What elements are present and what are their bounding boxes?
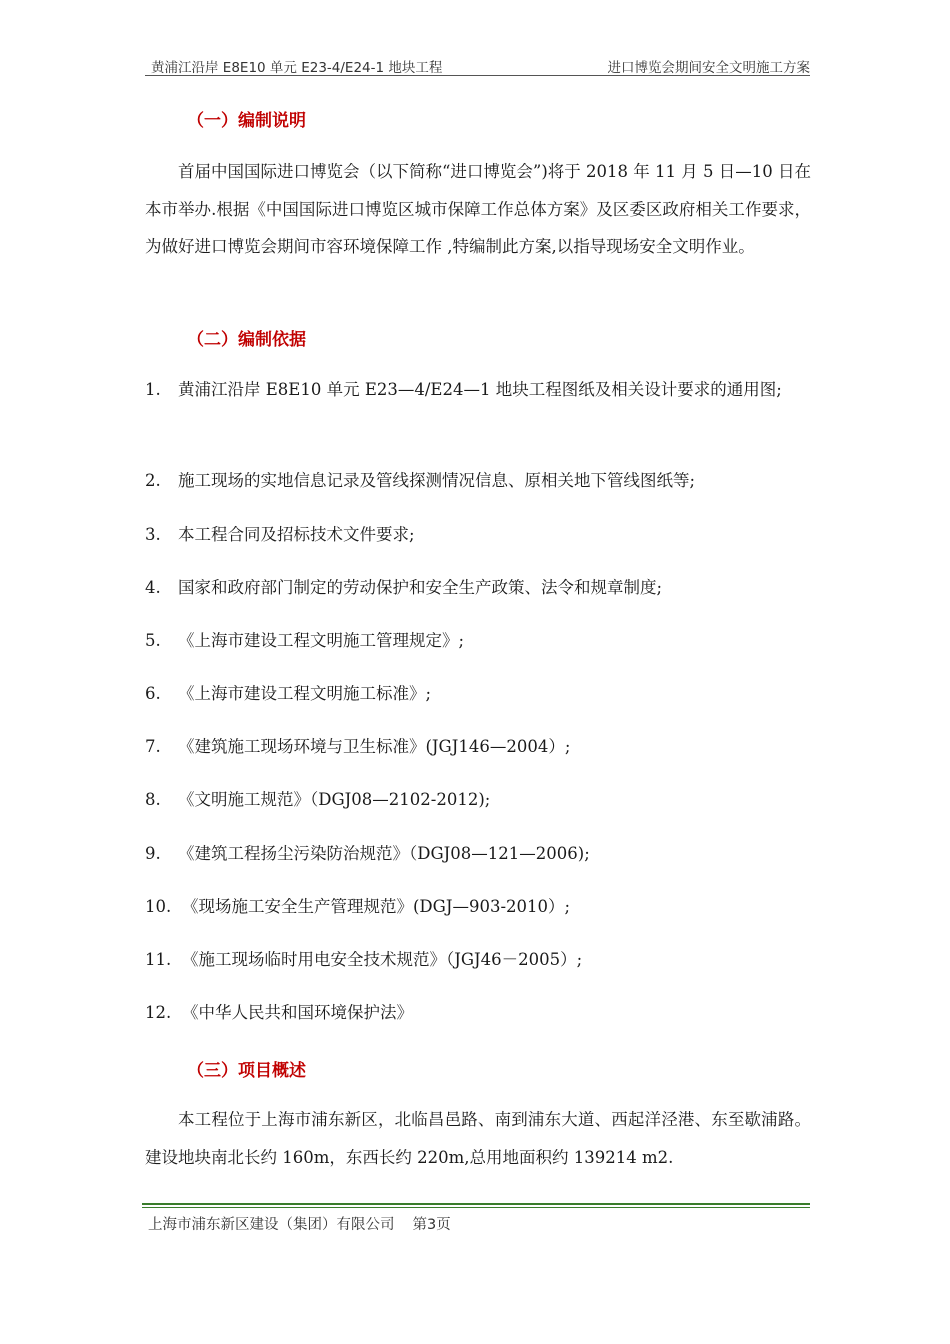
- list-item-text: 《文明施工规范》（DGJ08—2102-2012);: [178, 790, 491, 809]
- list-item: [145, 835, 811, 872]
- list-item-number: 11.: [145, 950, 172, 969]
- footer-company: 上海市浦东新区建设（集团）有限公司: [148, 1217, 395, 1233]
- list-item-number: 5.: [145, 631, 161, 650]
- list-item-text: 黄浦江沿岸 E8E10 单元 E23—4/E24—1 地块工程图纸及相关设计要求的通用图;: [178, 380, 782, 399]
- list-item-text: 本工程合同及招标技术文件要求;: [178, 525, 415, 544]
- list-item-number: 12.: [145, 1003, 172, 1022]
- section-1-paragraph: 首届中国国际进口博览会（以下简称“进口博览会”)将于 2018 年 11 月 5 日—10 日在本市举办.根据《中国国际进口博览区城市保障工作总体方案》及区委区政府相关工作要求，为做好进口博览会期间市容环境保障工作 ,特编制此方案,以指导现场安全文明作业。: [145, 162, 812, 256]
- list-item-number: 10.: [145, 897, 172, 916]
- list-item-text: 《中华人民共和国环境保护法》: [182, 1003, 413, 1022]
- section-heading-3: （三）项目概述: [187, 1061, 306, 1081]
- list-item: [145, 371, 811, 408]
- list-item: [145, 941, 811, 978]
- footer-rule-thin: [142, 1207, 810, 1208]
- list-item-text: 国家和政府部门制定的劳动保护和安全生产政策、法令和规章制度;: [178, 578, 663, 597]
- list-item-number: 4.: [145, 578, 161, 597]
- page-number: 第3页: [412, 1217, 451, 1233]
- list-item: [145, 462, 811, 499]
- list-item-text: 施工现场的实地信息记录及管线探测情况信息、原相关地下管线图纸等;: [178, 471, 696, 490]
- list-item-text: 《施工现场临时用电安全技术规范》（JGJ46－2005）;: [182, 950, 583, 969]
- list-item-number: 8.: [145, 790, 161, 809]
- list-item-text: 《现场施工安全生产管理规范》(DGJ—903-2010）;: [182, 897, 571, 916]
- list-item-number: 9.: [145, 844, 161, 863]
- list-item: [145, 728, 811, 765]
- list-item: [145, 622, 811, 659]
- list-item-text: 《建筑施工现场环境与卫生标准》(JGJ146—2004）;: [178, 737, 571, 756]
- list-item-text: 《建筑工程扬尘污染防治规范》（DGJ08—121—2006);: [178, 844, 590, 863]
- list-item-number: 1.: [145, 380, 161, 399]
- header-document-title: 进口博览会期间安全文明施工方案: [607, 60, 810, 76]
- list-item-number: 3.: [145, 525, 161, 544]
- header-project-name: 黄浦江沿岸 E8E10 单元 E23-4/E24-1 地块工程: [151, 60, 443, 76]
- list-item: [145, 994, 811, 1031]
- section-heading-2: （二）编制依据: [187, 330, 306, 350]
- header-rule: [145, 75, 810, 76]
- list-item-number: 6.: [145, 684, 161, 703]
- list-item-text: 《上海市建设工程文明施工管理规定》;: [178, 631, 465, 650]
- section-3-paragraph: 本工程位于上海市浦东新区，北临昌邑路、南到浦东大道、西起洋泾港、东至歇浦路。建设地块南北长约 160m，东西长约 220m,总用地面积约 139214 m2.: [145, 1110, 811, 1167]
- list-item: [145, 569, 811, 606]
- section-heading-1: （一）编制说明: [187, 111, 306, 131]
- list-item-text: 《上海市建设工程文明施工标准》;: [178, 684, 432, 703]
- list-item-number: 7.: [145, 737, 161, 756]
- list-item: [145, 516, 811, 553]
- list-item-number: 2.: [145, 471, 161, 490]
- page-header: [145, 56, 810, 74]
- footer-rule: [142, 1203, 810, 1205]
- page-footer: [148, 1213, 451, 1234]
- list-item: [145, 675, 811, 712]
- list-item: [145, 888, 811, 925]
- list-item: [145, 781, 811, 818]
